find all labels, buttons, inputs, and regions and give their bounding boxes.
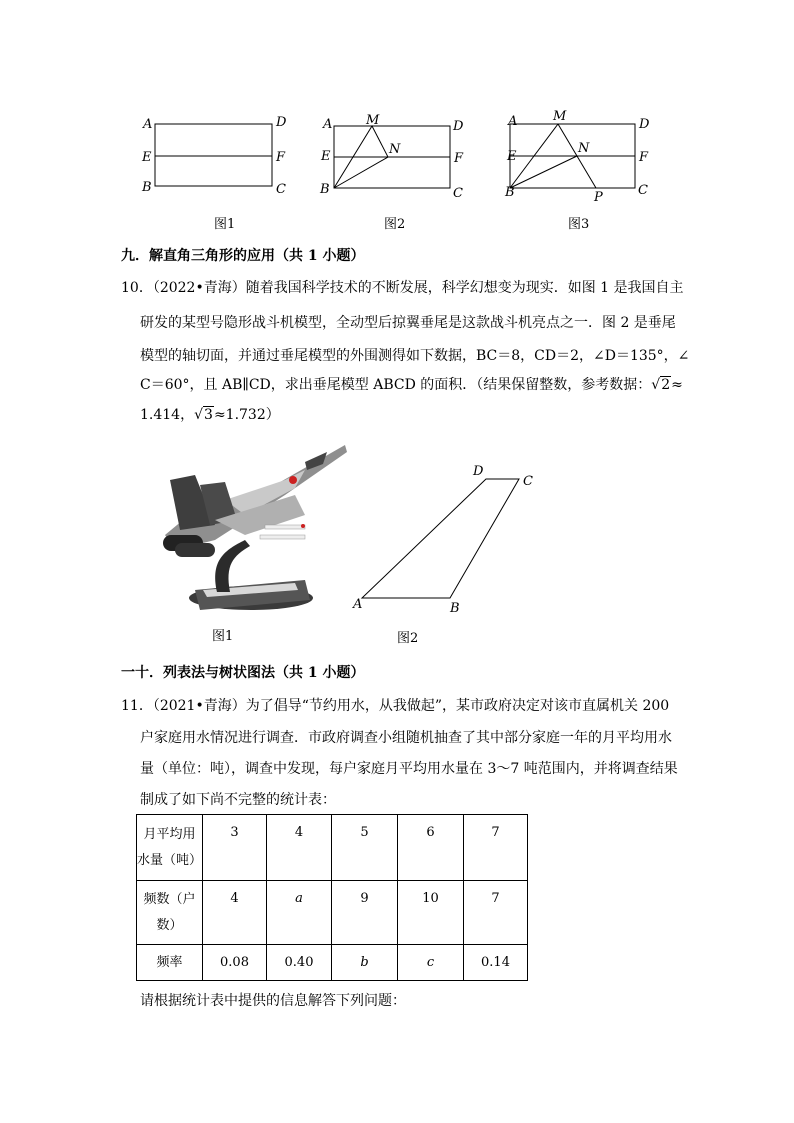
fig1-label-C: C <box>276 182 286 197</box>
sqrt3-radicand: 3 <box>204 407 213 423</box>
fig3-label-F: F <box>639 150 649 165</box>
fig2-label-F: F <box>454 151 464 166</box>
fig3-label-M: M <box>553 109 567 124</box>
q11-line1 <box>121 696 669 716</box>
fig2-label-D: D <box>453 119 464 134</box>
table-cell: 7 <box>464 881 528 945</box>
trap-label-C: C <box>523 474 533 489</box>
q10-line5-a: 1.414， <box>140 407 195 423</box>
q10-line2: 研发的某型号隐形战斗机模型，全动型后掠翼垂尾是这款战斗机亮点之一．图 2 是垂尾 <box>140 315 676 331</box>
q11-line4: 制成了如下尚不完整的统计表： <box>140 792 336 808</box>
figure-3-rect <box>510 124 635 188</box>
table-row <box>137 881 528 945</box>
table-cell: b <box>332 945 398 981</box>
sqrt2-radicand: 2 <box>661 377 671 393</box>
table-cell: 3 <box>203 815 267 881</box>
fig2-label-M: M <box>366 113 380 128</box>
figure-1-rect <box>155 124 272 186</box>
trapezoid-ABCD <box>362 479 519 598</box>
table-cell: c <box>398 945 464 981</box>
q10-line5 <box>140 405 280 425</box>
trap-label-D: D <box>473 464 484 479</box>
sqrt2-approx: ≈ <box>671 377 683 393</box>
table-cell: 4 <box>203 881 267 945</box>
q11-line2: 户家庭用水情况进行调查．市政府调查小组随机抽查了其中部分家庭一年的月平均用水 <box>140 730 672 746</box>
fig3-label-A: A <box>508 114 518 129</box>
table-cell: 0.14 <box>464 945 528 981</box>
fig3-label-C: C <box>638 183 648 198</box>
fig2-label-E: E <box>321 149 331 164</box>
table-cell: 7 <box>464 815 528 881</box>
fig3-label-P: P <box>594 190 603 205</box>
fig2-label-B: B <box>320 182 330 197</box>
fig3-label-B: B <box>505 185 515 200</box>
table-header-cell <box>137 881 203 945</box>
q11-line3: 量（单位：吨），调查中发现，每户家庭月平均用水量在 3～7 吨范围内，并将调查结果 <box>140 761 678 777</box>
trap-label-B: B <box>450 601 460 616</box>
trapezoid-fig-caption: 图2 <box>397 631 419 646</box>
fig3-caption: 图3 <box>568 217 590 232</box>
table-cell: 5 <box>332 815 398 881</box>
table-row <box>137 945 528 981</box>
sqrt3: √3 <box>194 407 213 423</box>
q10-line3: 模型的轴切面，并通过垂尾模型的外围测得如下数据，BC＝8，CD＝2，∠D＝135°，∠ <box>140 348 690 364</box>
fig2-label-A: A <box>323 117 333 132</box>
table-cell: a <box>267 881 332 945</box>
q10-line4 <box>140 375 683 395</box>
statistics-table <box>136 814 528 981</box>
table-header-cell <box>137 815 203 881</box>
q10-line4-text: C＝60°，且 AB∥CD，求出垂尾模型 ABCD 的面积．（结果保留整数，参考数据： <box>140 377 652 393</box>
fig2-label-C: C <box>453 186 463 201</box>
q10-line1 <box>121 278 684 298</box>
table-header-cell: 频率 <box>137 945 203 981</box>
table-cell: 0.08 <box>203 945 267 981</box>
fig2-label-N: N <box>389 142 401 157</box>
fig2-caption: 图2 <box>384 217 406 232</box>
fig1-caption: 图1 <box>214 217 236 232</box>
header-text: 月平均用 <box>143 826 196 842</box>
sqrt2: √2 <box>651 377 671 393</box>
fig1-label-F: F <box>276 150 286 165</box>
table-cell: 4 <box>267 815 332 881</box>
q11-after-table: 请根据统计表中提供的信息解答下列问题： <box>140 993 406 1009</box>
header-text: 数） <box>156 917 183 933</box>
trapezoid-figure <box>345 455 545 620</box>
section10-heading: 一十．列表法与树状图法（共 1 小题） <box>121 665 365 681</box>
table-cell: 6 <box>398 815 464 881</box>
fig1-label-B: B <box>142 180 152 195</box>
q11-line1-text: （2021•青海）为了倡导“节约用水，从我做起”，某市政府决定对该市直属机关 200 <box>152 698 670 714</box>
sqrt3-approx: ≈1.732） <box>213 407 280 423</box>
fig1-label-A: A <box>143 117 153 132</box>
q10-source: （2022•青海） <box>152 280 246 296</box>
fig3-label-N: N <box>578 141 590 156</box>
top-figures <box>130 105 670 235</box>
jet-fig-caption: 图1 <box>212 629 234 644</box>
section9-heading: 九．解直角三角形的应用（共 1 小题） <box>121 248 365 264</box>
trap-label-A: A <box>353 597 363 612</box>
q11-number: 11． <box>121 698 153 714</box>
table-cell: 10 <box>398 881 464 945</box>
fig3-label-D: D <box>639 117 650 132</box>
table-row <box>137 815 528 881</box>
table-cell: 0.40 <box>267 945 332 981</box>
fig1-label-D: D <box>276 115 287 130</box>
fig3-label-E: E <box>507 149 517 164</box>
figure-2-rect <box>334 126 450 188</box>
q10-line1-text: 随着我国科学技术的不断发展，科学幻想变为现实．如图 1 是我国自主 <box>245 280 684 296</box>
q10-number: 10． <box>121 280 153 296</box>
header-text: 频数（户 <box>143 891 196 907</box>
fig1-label-E: E <box>142 150 152 165</box>
fighter-jet-model-image <box>155 440 355 618</box>
table-cell: 9 <box>332 881 398 945</box>
header-text: 水量（吨） <box>137 852 203 868</box>
